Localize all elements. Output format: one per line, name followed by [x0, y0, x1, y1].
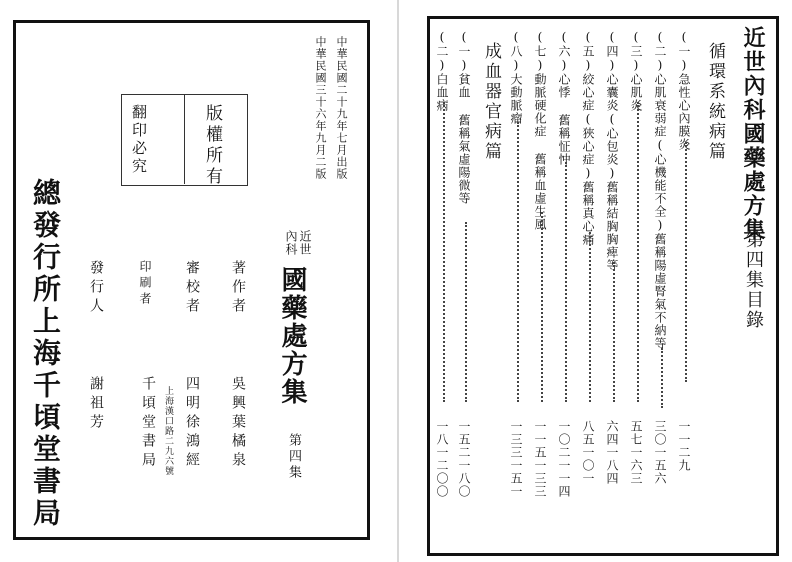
- second-edition-date: 中華民國三十六年九月二版: [314, 36, 327, 180]
- toc-page-10: 一八一二〇〇: [435, 420, 449, 498]
- copyright-no-reprint: 翻印必究: [130, 104, 148, 176]
- author-label: 著作者: [230, 260, 246, 317]
- toc-page-9: 一五二一八〇: [457, 420, 471, 498]
- reviewer-label: 審校者: [184, 260, 200, 317]
- toc-leader-10: [443, 102, 445, 402]
- toc-leader-1: [685, 142, 687, 382]
- toc-volume-subtitle: 第四集目錄: [743, 230, 764, 330]
- toc-entry-8: (八)大動脈瘤: [509, 30, 523, 125]
- copyright-divider: [184, 94, 185, 184]
- issuer-name: 謝祖芳: [88, 376, 104, 433]
- toc-entry-9: (一)貧血 舊稱氣虛陽微等: [457, 30, 471, 205]
- toc-page-3: 五七一六三: [629, 420, 643, 485]
- toc-page-2: 三〇一五六: [653, 420, 667, 485]
- printer-name: 千頃堂書局: [140, 376, 156, 471]
- issuer-label: 發行人: [88, 260, 104, 317]
- first-edition-date: 中華民國二十九年七月出版: [335, 36, 348, 180]
- toc-page: [408, 2, 792, 562]
- toc-entry-7: (七)動脈硬化症 舊稱血虛生風: [533, 30, 547, 231]
- toc-leader-8: [517, 122, 519, 402]
- toc-leader-7: [541, 212, 543, 402]
- toc-page-1: 一一二九: [677, 420, 691, 472]
- toc-border: [427, 16, 779, 556]
- toc-entry-2: (二)心肌衰弱症(心機能不全)舊稱陽虛腎氣不納等: [653, 30, 667, 350]
- toc-page-6: 一〇二一一四: [557, 420, 571, 498]
- section-title-circulatory: 循環系統病篇: [705, 42, 725, 162]
- toc-entry-1: (一)急性心內膜炎: [677, 30, 691, 151]
- book-title-prefix-1: 近世: [298, 230, 312, 256]
- section-title-blood: 成血器官病篇: [481, 42, 501, 162]
- toc-leader-5: [589, 232, 591, 402]
- toc-book-title: 近世內科國藥處方集: [740, 26, 766, 242]
- volume-label: 第四集: [286, 433, 301, 481]
- toc-leader-4: [613, 262, 615, 402]
- toc-leader-9: [465, 222, 467, 402]
- printer-address: 上海漢口路二九六號: [163, 386, 173, 476]
- toc-entry-3: (三)心肌炎: [629, 30, 643, 112]
- toc-leader-3: [637, 102, 639, 402]
- page-spine: [397, 0, 399, 562]
- toc-page-4: 六四一八四: [605, 420, 619, 485]
- toc-page-8: 一三三一五一: [509, 420, 523, 498]
- toc-leader-6: [565, 162, 567, 402]
- toc-entry-6: (六)心悸 舊稱怔忡: [557, 30, 571, 166]
- toc-entry-5: (五)絞心症(狹心症)舊稱真心痛: [581, 30, 595, 246]
- author-name: 吳興葉橘泉: [230, 376, 246, 471]
- colophon-page: [3, 8, 383, 553]
- book-title-prefix-2: 內科: [284, 230, 298, 256]
- publisher-name: 總發行所上海千頃堂書局: [29, 178, 62, 530]
- printer-label: 印刷者: [138, 260, 152, 308]
- toc-entry-10: (二)白血病: [435, 30, 449, 112]
- reviewer-name: 四明徐鴻經: [184, 376, 200, 471]
- copyright-reserved: 版權所有: [202, 104, 222, 188]
- toc-entry-4: (四)心囊炎(心包炎)舊稱結胸胸痺等: [605, 30, 619, 272]
- book-title: 國藥處方集: [277, 266, 307, 406]
- toc-page-5: 八五一〇一: [581, 420, 595, 485]
- toc-leader-2: [661, 348, 663, 408]
- toc-page-7: 一一五一三三: [533, 420, 547, 498]
